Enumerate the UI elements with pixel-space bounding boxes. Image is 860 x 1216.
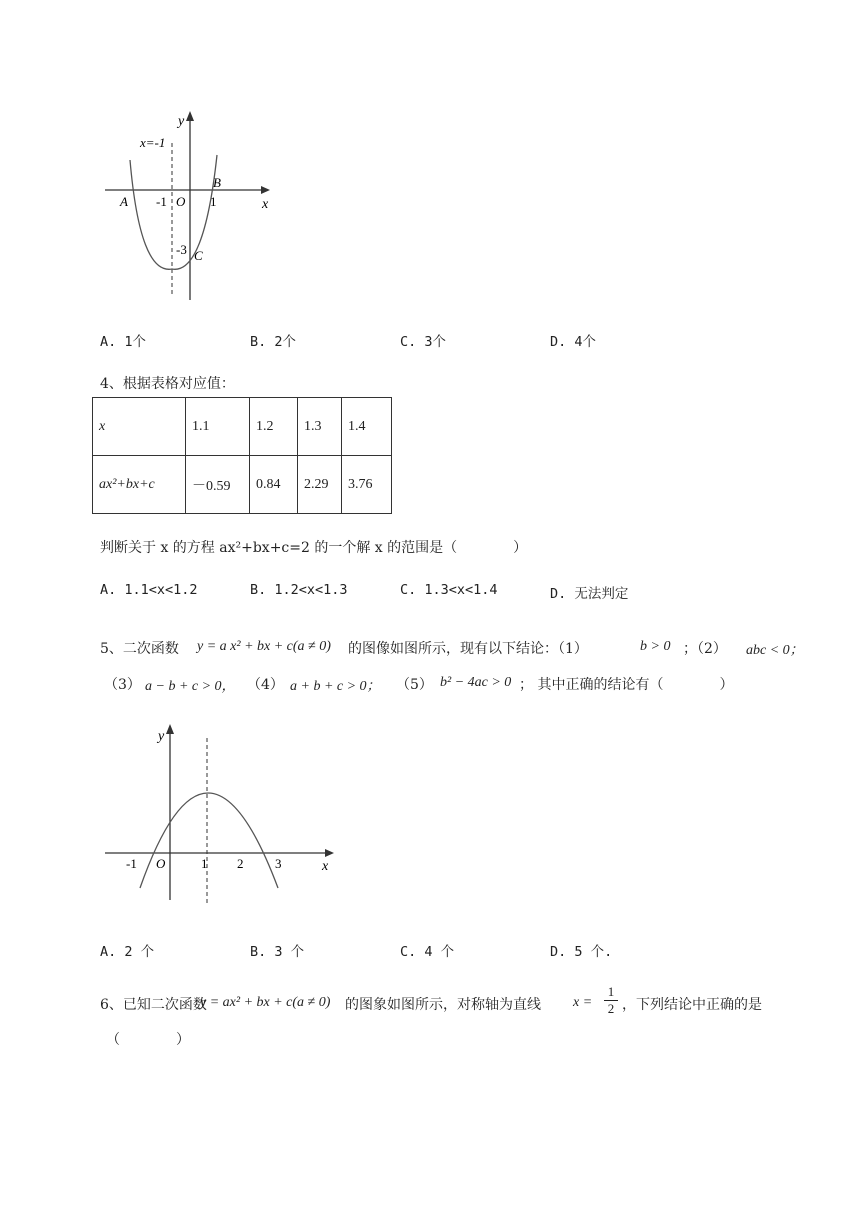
graph1-y-label: y: [178, 114, 185, 129]
q3-option-c[interactable]: C. 3个: [400, 334, 447, 350]
table-expr-value: －0.59: [186, 456, 250, 514]
q5-function: y = a x² + bx + c(a ≠ 0): [197, 639, 331, 654]
q6-function: y = ax² + bx + c(a ≠ 0): [200, 995, 331, 1010]
table-x-value: 1.4: [342, 398, 392, 456]
q5-conclusion-3-label: （3）: [104, 677, 141, 693]
q3-option-b[interactable]: B. 2个: [250, 334, 297, 350]
q5-option-c[interactable]: C. 4 个: [400, 944, 455, 960]
q4-stem: 4、根据表格对应值：: [100, 376, 235, 392]
table-x-value: 1.1: [186, 398, 250, 456]
q5-option-d[interactable]: D. 5 个.: [550, 944, 613, 960]
fraction-denominator: 2: [607, 1001, 615, 1016]
q5-conclusion-2-label: ；（2）: [683, 641, 727, 657]
graph-parabola-2: [100, 718, 340, 903]
graph2-x-label: x: [322, 859, 329, 874]
q5-conclusion-1: b > 0: [640, 639, 671, 654]
q4-option-c[interactable]: C. 1.3<x<1.4: [400, 582, 498, 598]
graph2-tick-3: 3: [275, 856, 282, 871]
q4-option-b[interactable]: B. 1.2<x<1.3: [250, 582, 348, 598]
q6-fraction: [604, 984, 618, 1017]
graph1-tick-1: 1: [210, 194, 217, 209]
table-expr-label: ax²+bx+c: [93, 456, 186, 514]
q5-stem-prefix: 5、二次函数: [100, 641, 179, 657]
point-a-label: A: [120, 194, 128, 209]
q5-option-b[interactable]: B. 3 个: [250, 944, 305, 960]
q4-option-d[interactable]: D. 无法判定: [550, 586, 629, 602]
table-x-value: 1.3: [298, 398, 342, 456]
q5-conclusion-5: b² − 4ac > 0: [440, 675, 512, 690]
point-c-label: C: [194, 248, 203, 263]
q5-conclusion-4: a + b + c > 0；: [290, 679, 381, 694]
graph2-origin-label: O: [156, 856, 166, 871]
graph2-tick-1: 1: [201, 856, 208, 871]
graph2-tick-2: 2: [237, 856, 244, 871]
table-x-value: 1.2: [250, 398, 298, 456]
q4-option-a[interactable]: A. 1.1<x<1.2: [100, 582, 198, 598]
graph-parabola-1: [100, 105, 280, 305]
q5-conclusion-4-label: （4）: [247, 677, 284, 693]
q5-conclusion-5-label: （5）: [396, 677, 433, 693]
q3-option-d[interactable]: D. 4个: [550, 334, 597, 350]
graph1-origin-label: O: [176, 194, 186, 209]
table-expr-value: 3.76: [342, 456, 392, 514]
q5-tail: ； 其中正确的结论有（ ）: [519, 677, 734, 693]
q6-axis-equation: x =: [573, 995, 593, 1010]
graph2-tick-neg1: -1: [126, 856, 137, 871]
fraction-numerator: 1: [607, 984, 615, 999]
graph1-tick-neg1: -1: [156, 194, 167, 209]
table-x-label: x: [93, 398, 186, 456]
q5-conclusion-3: a − b + c > 0，: [145, 679, 236, 694]
table-expr-value: 0.84: [250, 456, 298, 514]
q3-option-a[interactable]: A. 1个: [100, 334, 147, 350]
q4-value-table: [92, 397, 392, 514]
q6-stem-tail: ，下列结论中正确的是: [622, 997, 762, 1013]
q5-option-a[interactable]: A. 2 个: [100, 944, 155, 960]
q5-stem-mid: 的图像如图所示，现有以下结论：（1）: [348, 641, 588, 657]
q5-conclusion-2: abc < 0；: [746, 643, 804, 658]
graph1-x-label: x: [262, 197, 269, 212]
point-b-label: B: [213, 175, 221, 190]
graph1-symmetry-label: x=-1: [140, 135, 166, 150]
q6-answer-paren: （ ）: [106, 1032, 190, 1048]
q6-stem-prefix: 6、已知二次函数: [100, 997, 207, 1013]
q6-stem-mid: 的图象如图所示，对称轴为直线: [345, 997, 541, 1013]
q4-question: 判断关于 x 的方程 ax²+bx+c=2 的一个解 x 的范围是（ ）: [100, 540, 528, 556]
graph2-y-label: y: [158, 729, 165, 744]
table-expr-value: 2.29: [298, 456, 342, 514]
graph1-tick-neg3: -3: [176, 242, 187, 257]
